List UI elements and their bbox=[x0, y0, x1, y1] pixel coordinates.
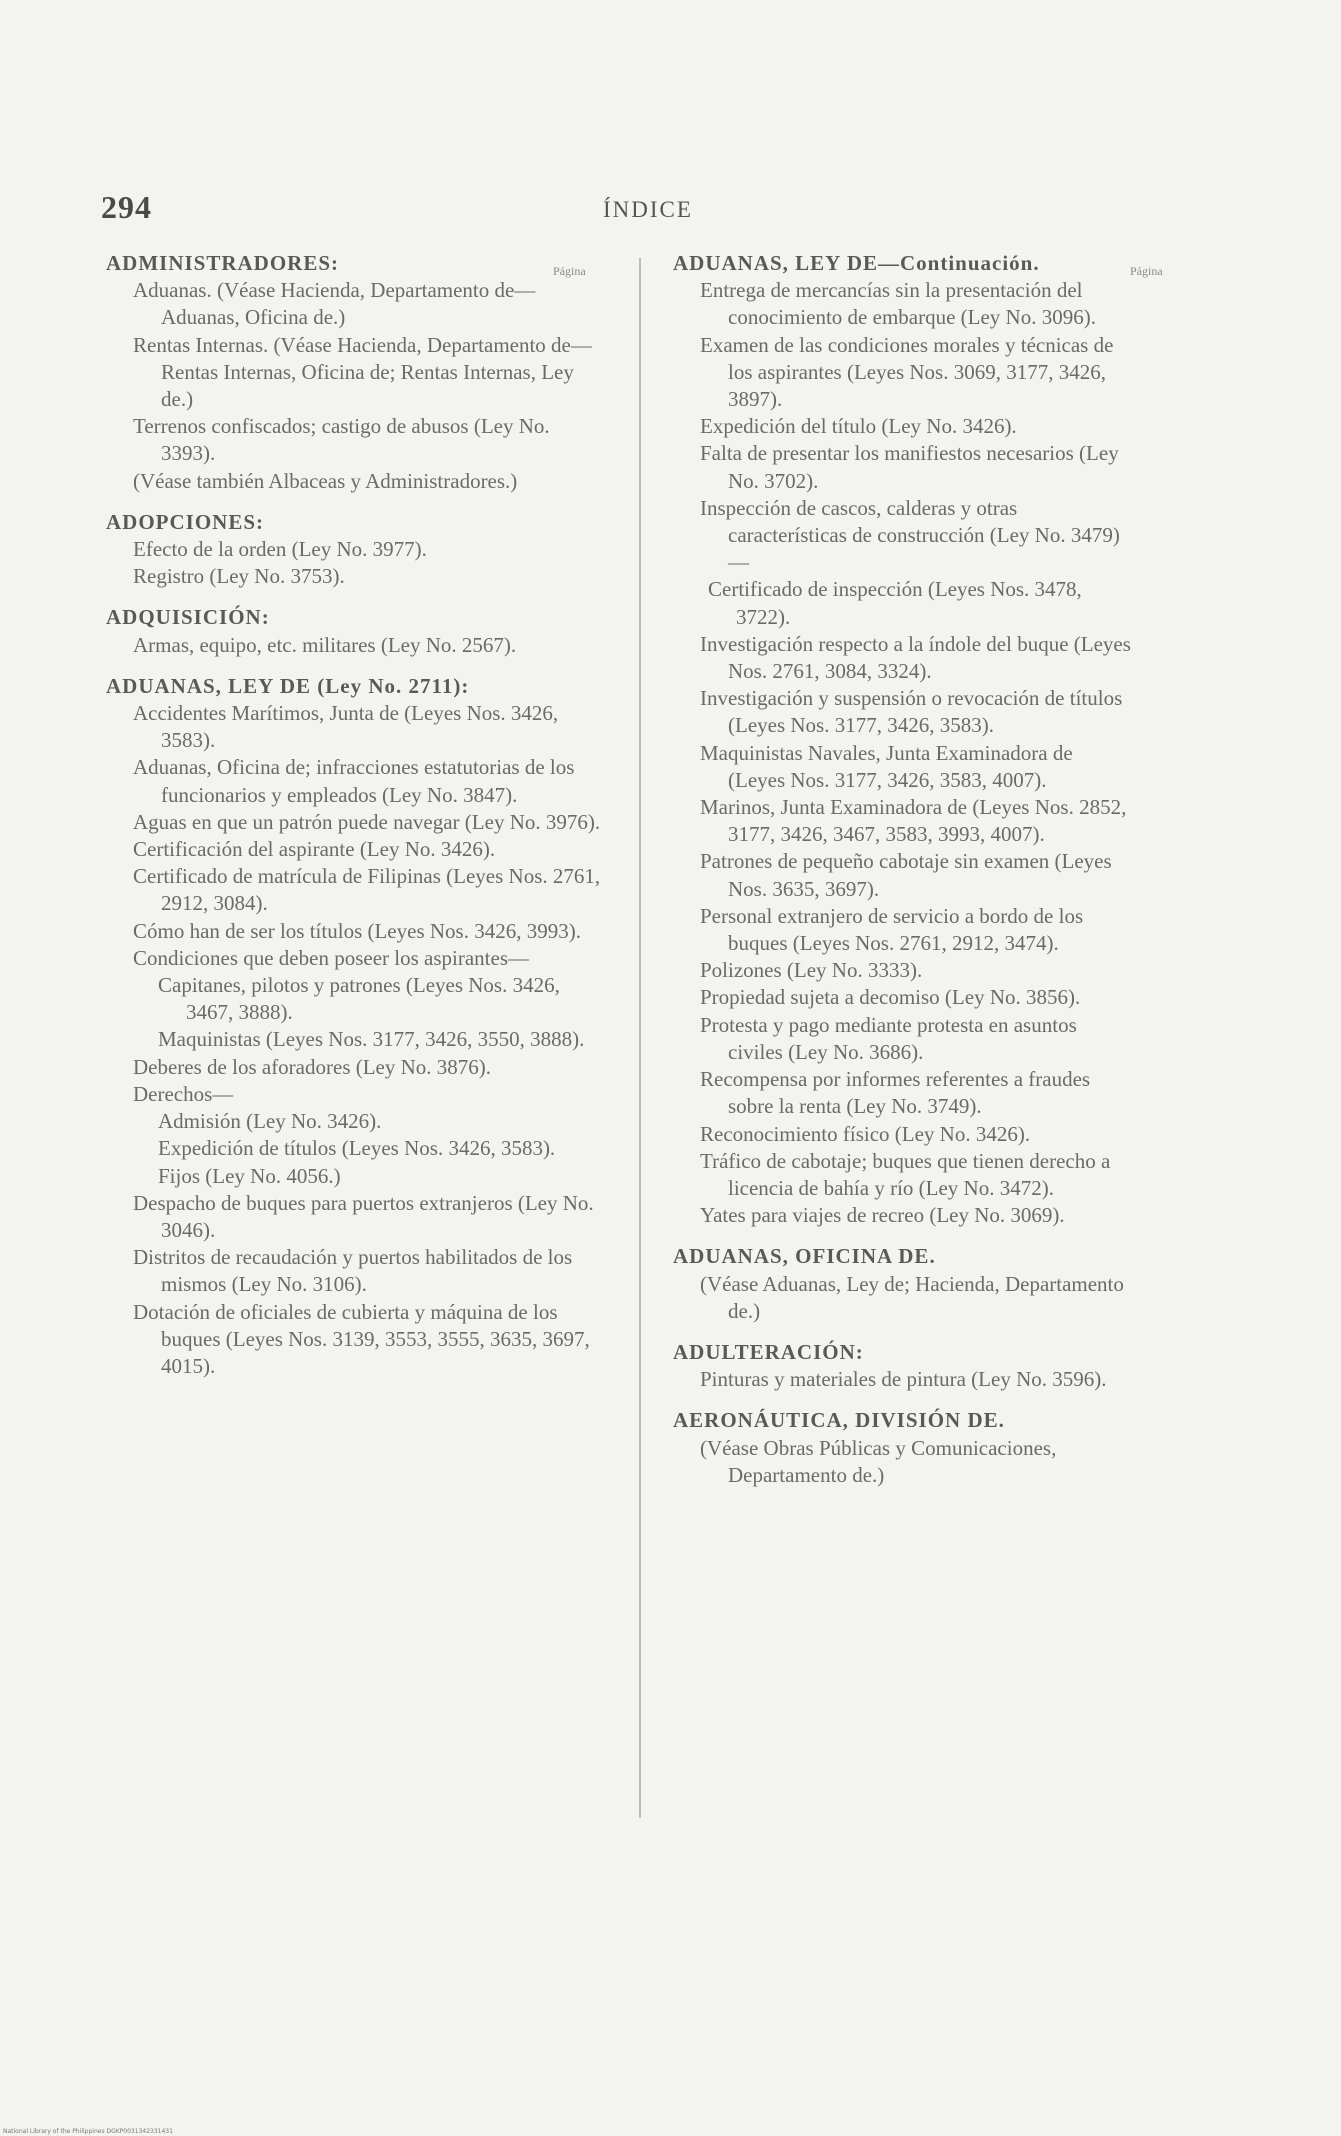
index-column-left bbox=[106, 250, 606, 1380]
index-heading: ADUANAS, LEY DE—Continuación. bbox=[673, 251, 1040, 275]
index-entry: Tráfico de cabotaje; buques que tienen derecho a licencia de bahía y río (Ley No. 3472). bbox=[700, 1148, 1111, 1200]
index-entry: Certificado de matrícula de Filipinas (Leyes Nos. 2761, 2912, 3084). bbox=[133, 864, 601, 916]
index-entry: (Véase Obras Públicas y Comunicaciones, Departamento de.) bbox=[700, 1435, 1057, 1487]
index-entry: Aguas en que un patrón puede navegar (Ley No. 3976). bbox=[133, 809, 601, 834]
index-heading: AERONÁUTICA, DIVISIÓN DE. bbox=[673, 1408, 1005, 1433]
column-divider bbox=[639, 258, 641, 1818]
index-entry: Efecto de la orden (Ley No. 3977). bbox=[133, 537, 427, 562]
index-entry: Yates para viajes de recreo (Ley No. 3069). bbox=[700, 1203, 1065, 1228]
index-entry: Polizones (Ley No. 3333). bbox=[700, 958, 923, 983]
index-column-right bbox=[673, 250, 1131, 1489]
index-entry: Aduanas, Oficina de; infracciones estatutorias de los funcionarios y empleados (Ley No. 3847). bbox=[133, 755, 575, 807]
index-heading: ADULTERACIÓN: bbox=[673, 1339, 864, 1364]
index-entry: Certificación del aspirante (Ley No. 3426). bbox=[133, 837, 496, 862]
index-entry: Maquinistas (Leyes Nos. 3177, 3426, 3550, 3888). bbox=[158, 1027, 585, 1052]
index-entry: Recompensa por informes referentes a fraudes sobre la renta (Ley No. 3749). bbox=[700, 1067, 1091, 1119]
index-heading: ADUANAS, OFICINA DE. bbox=[673, 1244, 936, 1269]
running-head: ÍNDICE bbox=[603, 197, 693, 222]
index-entry: Pinturas y materiales de pintura (Ley No. 3596). bbox=[700, 1367, 1107, 1392]
index-heading: ADQUISICIÓN: bbox=[106, 605, 270, 630]
column-label-left: Página bbox=[553, 264, 586, 278]
index-entry: Personal extranjero de servicio a bordo de los buques (Leyes Nos. 2761, 2912, 3474). bbox=[700, 903, 1084, 956]
index-entry: Condiciones que deben poseer los aspirantes— bbox=[133, 945, 529, 970]
index-entry: Derechos— bbox=[133, 1081, 234, 1106]
index-entry: Cómo han de ser los títulos (Leyes Nos. 3426, 3993). bbox=[133, 918, 581, 943]
index-entry: Inspección de cascos, calderas y otras características de construcción (Ley No. 3479)— bbox=[700, 495, 1120, 575]
index-entry: Protesta y pago mediante protesta en asuntos civiles (Ley No. 3686). bbox=[700, 1012, 1077, 1064]
index-entry: Capitanes, pilotos y patrones (Leyes Nos. 3426, 3467, 3888). bbox=[158, 973, 560, 1025]
index-heading: ADMINISTRADORES: bbox=[106, 251, 340, 275]
index-entry: Accidentes Marítimos, Junta de (Leyes Nos. 3426, 3583). bbox=[133, 701, 559, 753]
index-entry: Investigación respecto a la índole del buque (Leyes Nos. 2761, 3084, 3324). bbox=[700, 631, 1131, 684]
index-entry: Entrega de mercancías sin la presentación del conocimiento de embarque (Ley No. 3096). bbox=[700, 278, 1096, 330]
index-entry: Terrenos confiscados; castigo de abusos (Ley No. 3393). bbox=[133, 414, 550, 466]
page-number: 294 bbox=[101, 189, 152, 225]
index-entry: Deberes de los aforadores (Ley No. 3876). bbox=[133, 1054, 492, 1079]
index-entry: Distritos de recaudación y puertos habilitados de los mismos (Ley No. 3106). bbox=[133, 1245, 573, 1297]
index-entry: Falta de presentar los manifiestos necesarios (Ley No. 3702). bbox=[700, 441, 1119, 493]
index-entry: Maquinistas Navales, Junta Examinadora de (Leyes Nos. 3177, 3426, 3583, 4007). bbox=[700, 740, 1073, 792]
index-entry: Admisión (Ley No. 3426). bbox=[158, 1109, 382, 1134]
index-entry: Rentas Internas. (Véase Hacienda, Departamento de—Rentas Internas, Oficina de; Rentas Internas, Ley de.) bbox=[133, 332, 592, 412]
index-entry: Reconocimiento físico (Ley No. 3426). bbox=[700, 1121, 1031, 1146]
index-entry: Investigación y suspensión o revocación de títulos (Leyes Nos. 3177, 3426, 3583). bbox=[700, 686, 1123, 738]
index-entry: Patrones de pequeño cabotaje sin examen (Leyes Nos. 3635, 3697). bbox=[700, 849, 1112, 901]
index-entry: Examen de las condiciones morales y técnicas de los aspirantes (Leyes Nos. 3069, 3177, 3426, 3897). bbox=[700, 332, 1114, 412]
index-entry: Armas, equipo, etc. militares (Ley No. 2567). bbox=[133, 632, 517, 657]
index-entry: Aduanas. (Véase Hacienda, Departamento de—Aduanas, Oficina de.) bbox=[133, 278, 536, 330]
index-entry: Certificado de inspección (Leyes Nos. 3478, 3722). bbox=[708, 577, 1082, 629]
column-label-right: Página bbox=[1130, 264, 1163, 278]
index-entry: Dotación de oficiales de cubierta y máquina de los buques (Leyes Nos. 3139, 3553, 3555, 3635, 3697, 4015). bbox=[133, 1299, 590, 1378]
index-entry: (Véase Aduanas, Ley de; Hacienda, Departamento de.) bbox=[700, 1271, 1124, 1323]
index-entry: Marinos, Junta Examinadora de (Leyes Nos. 2852, 3177, 3426, 3467, 3583, 3993, 4007). bbox=[700, 795, 1127, 847]
index-heading: ADOPCIONES: bbox=[106, 509, 265, 534]
index-entry: Propiedad sujeta a decomiso (Ley No. 3856). bbox=[700, 985, 1081, 1010]
index-entry: (Véase también Albaceas y Administradores.) bbox=[133, 468, 518, 493]
index-heading: ADUANAS, LEY DE (Ley No. 2711): bbox=[106, 673, 470, 698]
scan-footer: National Library of the Philippines DGKP0031342331431 bbox=[3, 2128, 173, 2135]
index-entry: Fijos (Ley No. 4056.) bbox=[158, 1163, 341, 1188]
index-entry: Expedición del título (Ley No. 3426). bbox=[700, 414, 1017, 439]
index-entry: Registro (Ley No. 3753). bbox=[133, 564, 345, 589]
index-entry: Expedición de títulos (Leyes Nos. 3426, 3583). bbox=[158, 1136, 556, 1161]
index-entry: Despacho de buques para puertos extranjeros (Ley No. 3046). bbox=[133, 1190, 594, 1242]
